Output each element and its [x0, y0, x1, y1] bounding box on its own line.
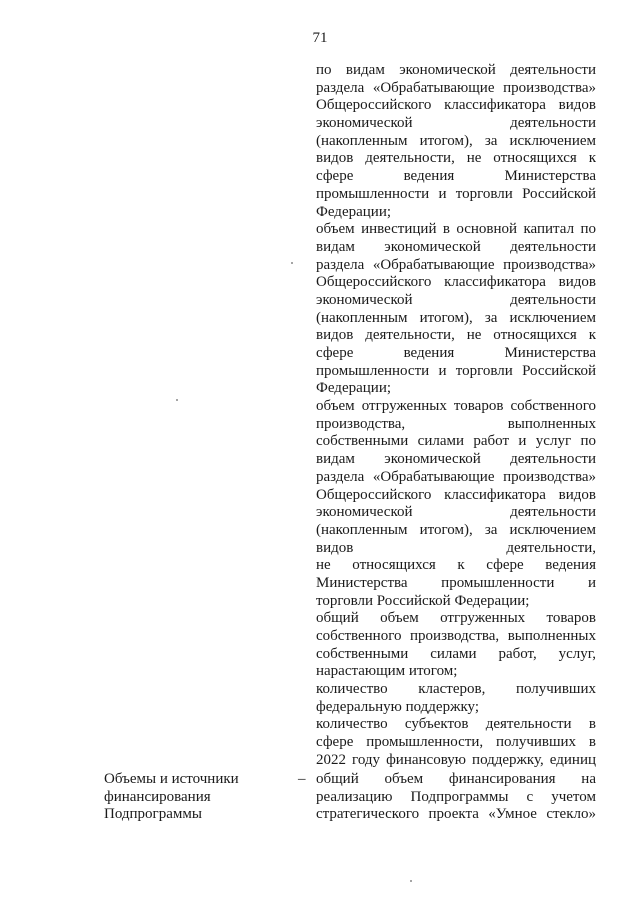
text-line: торговли Российской Федерации; — [316, 592, 530, 609]
text-line: Общероссийского классификатора видов — [316, 274, 596, 291]
funding-text-column — [316, 771, 596, 824]
label-line: финансирования — [104, 788, 211, 805]
text-line: экономической деятельности — [316, 291, 596, 308]
scan-speck — [410, 880, 412, 882]
text-line: экономической деятельности — [316, 115, 596, 132]
text-line: (накопленным итогом), за исключением — [316, 132, 596, 149]
text-line: не относящихся к сфере ведения — [316, 557, 596, 574]
text-line: видам экономической деятельности — [316, 238, 596, 255]
label-dash: – — [298, 771, 306, 787]
text-line: собственного производства, выполненных — [316, 628, 596, 644]
text-line: видам экономической деятельности — [316, 451, 596, 468]
indicators-text-column — [316, 62, 596, 770]
funding-section-label — [104, 771, 284, 824]
text-line: производства, выполненных — [316, 415, 596, 432]
text-line: объем отгруженных товаров собственного — [316, 398, 596, 415]
text-line: общий объем финансирования на — [316, 771, 596, 787]
text-line: по видам экономической деятельности — [316, 62, 596, 78]
text-line: реализацию Подпрограммы с учетом — [316, 788, 596, 805]
text-line: стратегического проекта «Умное стекло» — [316, 806, 596, 823]
text-line: общий объем отгруженных товаров — [316, 610, 596, 627]
text-line: федеральную поддержку; — [316, 698, 479, 715]
text-line: (накопленным итогом), за исключением — [316, 521, 596, 538]
label-line: Подпрограммы — [104, 806, 202, 823]
text-line: Общероссийского классификатора видов — [316, 486, 596, 503]
text-line: раздела «Обрабатывающие производства» — [316, 79, 596, 96]
scan-speck — [176, 399, 178, 401]
scan-speck — [291, 262, 293, 264]
text-line: Федерации; — [316, 203, 392, 220]
text-line: видов деятельности, — [316, 539, 596, 556]
text-line: Министерства промышленности и — [316, 574, 596, 591]
text-line: 2022 году финансовую поддержку, единиц — [316, 751, 596, 768]
label-line: Объемы и источники — [104, 771, 239, 787]
text-line: собственными силами работ, услуг, — [316, 645, 596, 662]
text-line: сфере ведения Министерства — [316, 168, 596, 185]
text-line: сфере промышленности, получивших в — [316, 734, 596, 751]
text-line: сфере ведения Министерства — [316, 345, 596, 361]
text-line: видов деятельности, не относящихся к — [316, 150, 596, 167]
text-line: собственными силами работ и услуг по — [316, 433, 596, 450]
text-line: Общероссийского классификатора видов — [316, 97, 596, 114]
text-line: (накопленным итогом), за исключением — [316, 309, 596, 326]
text-line: нарастающим итогом; — [316, 663, 458, 680]
text-line: видов деятельности, не относящихся к — [316, 327, 596, 344]
text-line: объем инвестиций в основной капитал по — [316, 221, 596, 238]
text-line: раздела «Обрабатывающие производства» — [316, 256, 596, 273]
text-line: Федерации; — [316, 380, 392, 397]
text-line: промышленности и торговли Российской — [316, 185, 596, 202]
text-line: количество кластеров, получивших — [316, 681, 596, 698]
page-number: 71 — [312, 30, 328, 46]
text-line: промышленности и торговли Российской — [316, 362, 596, 379]
text-line: количество субъектов деятельности в — [316, 716, 596, 733]
text-line: раздела «Обрабатывающие производства» — [316, 468, 596, 485]
text-line: экономической деятельности — [316, 504, 596, 521]
